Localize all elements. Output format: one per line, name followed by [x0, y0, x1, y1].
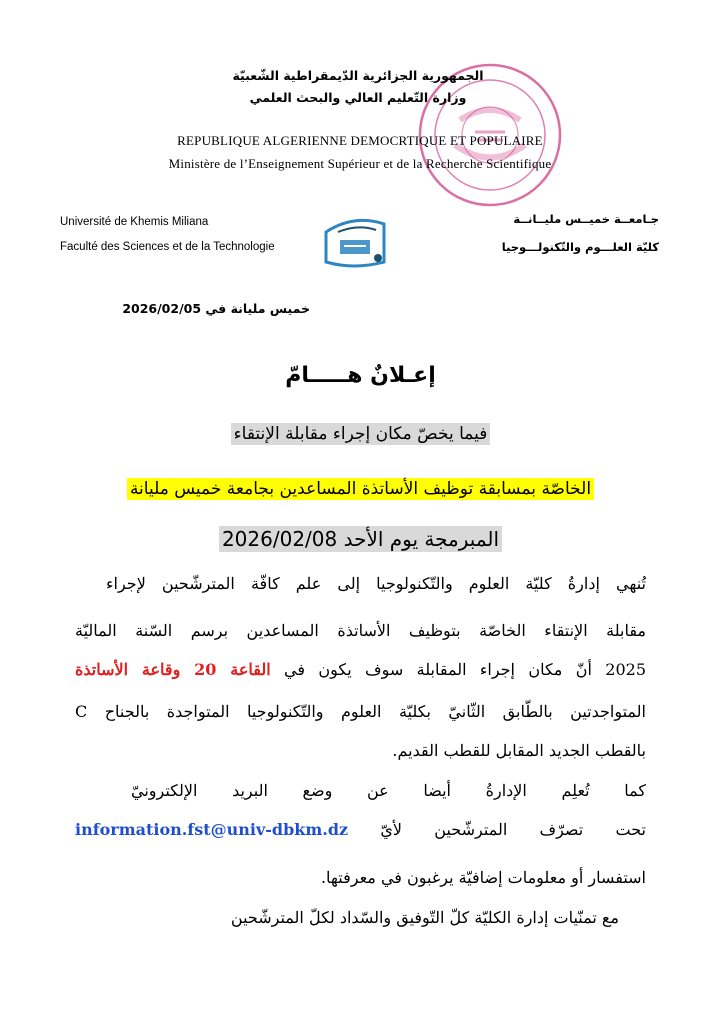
faculty-name-ar: كليّة العلـــوم والتّكنولـــوجيا	[501, 240, 659, 254]
body-line-3	[75, 660, 646, 679]
body-line-4: المتواجدتين بالطّابق الثّانيّ بكليّة العلوم والتّكنولوجيا المتواجدة بالجناح C	[75, 702, 646, 721]
university-name-ar: جـامعــة خميــس مليــانــة	[513, 212, 659, 226]
subtitle-date	[0, 527, 721, 551]
closing-line: مع تمنّيات إدارة الكليّة كلّ التّوفيق والسّداد لكلّ المترشّحين	[230, 908, 619, 927]
room-highlight: القاعة 20 وقاعة الأساتذة	[75, 660, 271, 679]
university-name-fr: Université de Khemis Miliana	[60, 216, 209, 228]
faculty-name-fr: Faculté des Sciences et de la Technologie	[60, 241, 275, 253]
republic-title-ar: الجمهورية الجزائرية الدّيمقراطية الشّعبيّة	[232, 68, 484, 83]
subtitle-location-text: فيما يخصّ مكان إجراء مقابلة الإنتقاء	[231, 423, 491, 445]
body-line-8: استفسار أو معلومات إضافيّة يرغبون في معرفتها.	[320, 868, 646, 887]
body-line-6: كما تُعلِم الإدارةُ أيضا عن وضع البريد الإلكترونيّ	[131, 781, 646, 800]
ministry-title-fr: Ministère de l’Enseignement Supérieur et de la Recherche Scientifique	[168, 156, 552, 171]
contact-email-link[interactable]: information.fst@univ-dbkm.dz	[75, 820, 349, 839]
subtitle-date-text: المبرمجة يوم الأحد 2026/02/08	[219, 526, 502, 552]
university-logo	[318, 212, 390, 270]
body-line-7-text: تحت تصرّف المترشّحين لأيّ	[380, 820, 646, 839]
body-line-2: مقابلة الإنتقاء الخاصّة بتوظيف الأساتذة المساعدين برسم السّنة الماليّة	[75, 621, 646, 640]
announcement-title: إعـلانٌ هـــــامّ	[285, 363, 436, 388]
subtitle-location	[0, 424, 721, 444]
republic-title-fr: REPUBLIQUE ALGERIENNE DEMOCRTIQUE ET POPULAIRE	[177, 133, 543, 148]
ministry-title-ar: وزارة التّعليم العالي والبحث العلمي	[249, 90, 467, 105]
body-line-5: بالقطب الجديد المقابل للقطب القديم.	[392, 741, 646, 760]
date-line: خميس مليانة في 2026/02/05	[122, 301, 310, 316]
subtitle-competition	[0, 479, 721, 499]
body-line-1: تُنهي إدارةُ كليّة العلوم والتّكنولوجيا إلى علم كافّة المترشّحين لإجراء	[106, 574, 646, 593]
body-line-3-text: 2025 أنّ مكان إجراء المقابلة سوف يكون في	[284, 660, 647, 679]
subtitle-competition-text: الخاصّة بمسابقة توظيف الأساتذة المساعدين بجامعة خميس مليانة	[127, 478, 594, 500]
body-line-7	[75, 820, 646, 839]
